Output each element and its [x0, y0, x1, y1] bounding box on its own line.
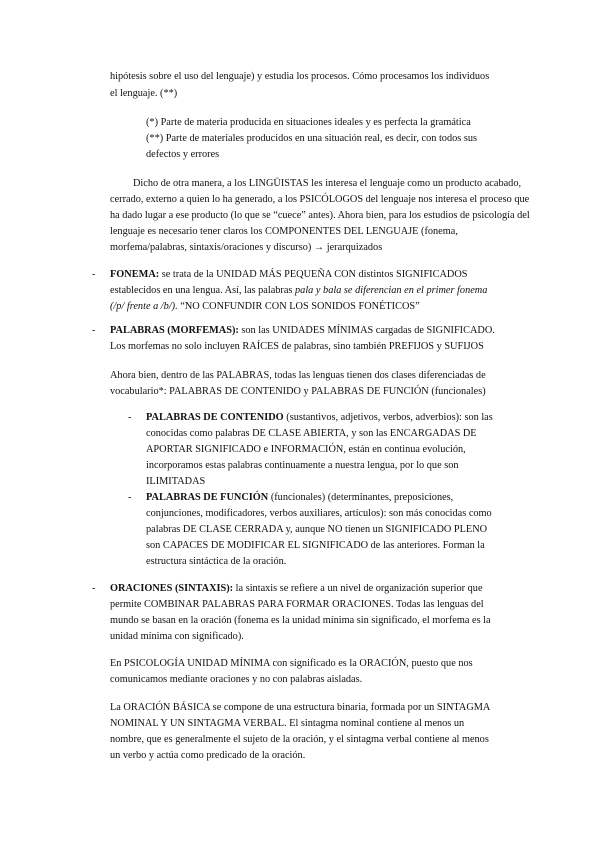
- paragraph-line: Dicho de otra manera, a los LINGÜISTAS les interesa el lenguaje como un producto acabado,: [133, 178, 522, 189]
- subbullet-line: [146, 490, 453, 506]
- term-oraciones: ORACIONES (SINTAXIS):: [110, 583, 234, 594]
- subbullet-line: [146, 410, 493, 426]
- bullet-text: “NO CONFUNDIR CON LOS SONIDOS FONÉTICOS”: [177, 301, 420, 312]
- note-line: (**) Parte de materiales producidos en una situación real, es decir, con todos sus: [146, 133, 477, 144]
- bullet-line: [110, 267, 468, 283]
- paragraph-line: En PSICOLOGÍA UNIDAD MÍNIMA con significado es la ORACIÓN, puesto que nos: [110, 658, 473, 669]
- bullet-line: [110, 283, 487, 299]
- term-funcion: PALABRAS DE FUNCIÓN: [146, 492, 269, 503]
- intro-line: el lenguaje. (**): [110, 88, 178, 99]
- subbullet-line: son CAPACES DE MODIFICAR EL SIGNIFICADO de las anteriores. Forman la: [146, 540, 485, 551]
- paragraph-line: La ORACIÓN BÁSICA se compone de una estructura binaria, formada por un SINTAGMA: [110, 702, 491, 713]
- note-line: defectos y errores: [146, 149, 220, 160]
- subbullet-line: incorporamos estas palabras continuamente a nuestra lengua, por lo que son: [146, 460, 459, 471]
- bullet-line: mundo se basan en la oración (fonema es la unidad mínima sin significado, el morfema es la: [110, 615, 491, 626]
- subbullet-line: conjunciones, modificadores, verbos auxiliares, artículos): son más conocidas como: [146, 508, 492, 519]
- bullet-line: [110, 581, 483, 597]
- bullet-text: son las UNIDADES MÍNIMAS cargadas de SIGNIFICADO.: [238, 325, 495, 336]
- term-fonema: FONEMA:: [110, 269, 160, 280]
- bullet-dash: -: [92, 325, 96, 336]
- bullet-text: establecidos en una lengua. Así, las palabras: [110, 285, 296, 296]
- subbullet-line: palabras DE CLASE CERRADA y, aunque NO tienen un SIGNIFICADO PLENO: [146, 524, 488, 535]
- subbullet-line: ILIMITADAS: [146, 476, 206, 487]
- paragraph-line: nombre, que es generalmente el sujeto de la oración, y el sintagma verbal contiene al menos: [110, 734, 489, 745]
- paragraph-line: Ahora bien, dentro de las PALABRAS, todas las lenguas tienen dos clases diferenciadas de: [110, 370, 486, 381]
- paragraph-line: ha dado lugar a ese producto (lo que se “cuece” antes). Ahora bien, para los estudios de psicología del: [110, 210, 530, 221]
- bullet-dash: -: [92, 583, 96, 594]
- example-text: pala y bala se diferencian en el primer fonema: [295, 285, 488, 296]
- subbullet-line: APORTAR SIGNIFICADO e INFORMACIÓN, están en continua evolución,: [146, 444, 466, 455]
- term-palabras: PALABRAS (MORFEMAS):: [110, 325, 239, 336]
- bullet-line: permite COMBINAR PALABRAS PARA FORMAR ORACIONES. Todas las lenguas del: [110, 599, 484, 610]
- paragraph-line: un verbo y actúa como predicado de la oración.: [110, 750, 306, 761]
- subbullet-dash: -: [128, 492, 132, 503]
- bullet-dash: -: [92, 269, 96, 280]
- subbullet-line: conocidas como palabras DE CLASE ABIERTA, y son las ENCARGADAS DE: [146, 428, 477, 439]
- paragraph-line: vocabulario*: PALABRAS DE CONTENIDO y PALABRAS DE FUNCIÓN (funcionales): [110, 386, 486, 397]
- bullet-line: [110, 299, 420, 315]
- paragraph-line: comunicamos mediante oraciones y no con palabras aisladas.: [110, 674, 363, 685]
- intro-line: hipótesis sobre el uso del lenguaje) y estudia los procesos. Cómo procesamos los individuos: [110, 71, 490, 82]
- term-contenido: PALABRAS DE CONTENIDO: [146, 412, 284, 423]
- bullet-text: (funcionales) (determinantes, preposiciones,: [268, 492, 454, 503]
- bullet-text: (sustantivos, adjetivos, verbos, adverbios): son las: [283, 412, 493, 423]
- example-text: (/p/ frente a /b/).: [110, 301, 178, 312]
- bullet-line: Los morfemas no solo incluyen RAÍCES de palabras, sino también PREFIJOS y SUFIJOS: [110, 341, 484, 352]
- bullet-text: la sintaxis se refiere a un nivel de organización superior que: [233, 583, 483, 594]
- bullet-text: se trata de la UNIDAD MÁS PEQUEÑA CON distintos SIGNIFICADOS: [159, 269, 468, 280]
- subbullet-line: estructura sintáctica de la oración.: [146, 556, 287, 567]
- paragraph-line: NOMINAL Y UN SINTAGMA VERBAL. El sintagma nominal contiene al menos un: [110, 718, 465, 729]
- bullet-line: unidad mínima con significado).: [110, 631, 244, 642]
- paragraph-line: cerrado, externo a quien lo ha generado, a los PSICÓLOGOS del lenguaje nos interesa el proceso que: [110, 194, 530, 205]
- subbullet-dash: -: [128, 412, 132, 423]
- note-line: (*) Parte de materia producida en situaciones ideales y es perfecta la gramática: [146, 117, 471, 128]
- paragraph-line: lenguaje es necesario tener claros los COMPONENTES DEL LENGUAJE (fonema,: [110, 226, 458, 237]
- paragraph-line: morfema/palabras, sintaxis/oraciones y discurso) → jerarquizados: [110, 242, 383, 253]
- bullet-line: [110, 323, 495, 339]
